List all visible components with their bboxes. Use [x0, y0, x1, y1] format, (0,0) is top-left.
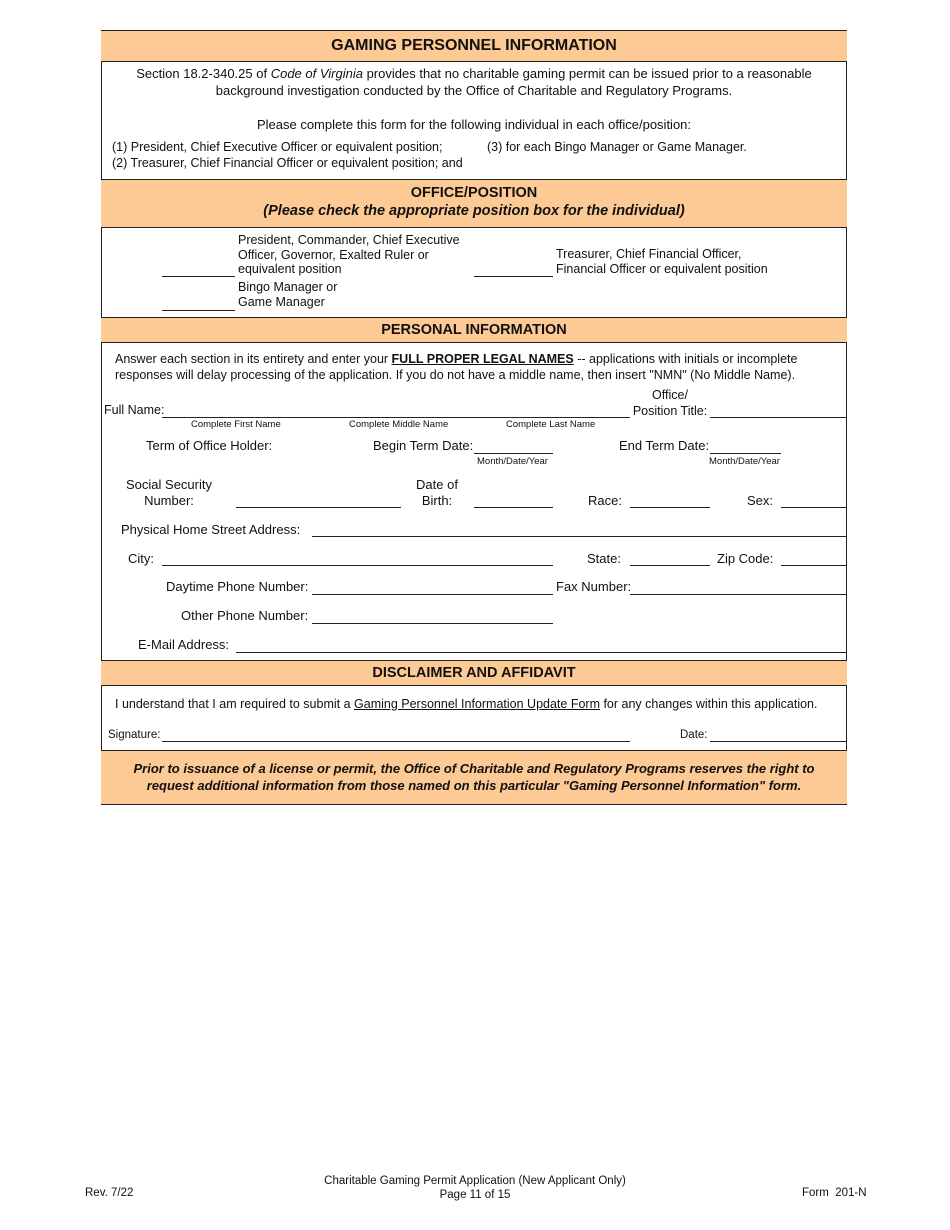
- fax-field[interactable]: [630, 594, 847, 595]
- footer-center: [275, 1174, 675, 1202]
- state-field[interactable]: [630, 565, 710, 566]
- sex-field[interactable]: [781, 507, 847, 508]
- zip-field[interactable]: [781, 565, 847, 566]
- personal-info-instructions: [115, 351, 797, 383]
- other-phone-label: Other Phone Number:: [181, 608, 309, 623]
- option-president-line-3: equivalent position: [238, 262, 342, 276]
- end-term-caption: Month/Date/Year: [709, 456, 780, 467]
- intro-item-1: (1) President, Chief Executive Officer or equivalent position;: [112, 140, 443, 154]
- race-field[interactable]: [630, 507, 710, 508]
- footer-page-number: Page 11 of 15: [439, 1189, 511, 1201]
- intro-line-1: [101, 66, 847, 81]
- position-title-label-1: Office/: [652, 388, 688, 402]
- email-label: E-Mail Address:: [138, 637, 230, 652]
- footer-application-name: Charitable Gaming Permit Application (New Applicant Only): [324, 1175, 626, 1187]
- ssn-field[interactable]: [236, 507, 401, 508]
- dob-label-1: Date of: [416, 477, 458, 492]
- other-phone-field[interactable]: [312, 623, 553, 624]
- term-label: Term of Office Holder:: [146, 438, 273, 453]
- ssn-label: [120, 477, 218, 509]
- disclaimer-title: DISCLAIMER AND AFFIDAVIT: [372, 665, 576, 681]
- intro-item-2: (2) Treasurer, Chief Financial Officer or equivalent position; and: [112, 156, 463, 170]
- address-field[interactable]: [312, 536, 847, 537]
- treasurer-check-line[interactable]: [474, 276, 553, 277]
- disclaimer-text-pre: I understand that I am required to submit a: [115, 697, 355, 711]
- intro-instruction: Please complete this form for the following individual in each office/position:: [256, 117, 692, 132]
- notice-band: [101, 750, 847, 805]
- date-label: Date:: [680, 729, 708, 741]
- position-title-label-2: Position Title:: [632, 403, 708, 418]
- instr-post: -- applications with initials or incomplete: [573, 352, 798, 366]
- page-title: GAMING PERSONNEL INFORMATION: [331, 37, 617, 54]
- ssn-label-2: Number:: [144, 493, 194, 508]
- option-bingo-line-1: Bingo Manager or: [238, 280, 338, 294]
- middle-name-caption: Complete Middle Name: [349, 419, 449, 430]
- signature-label: Signature:: [108, 729, 161, 741]
- footer-form-number: Form 201-N: [802, 1187, 867, 1199]
- bingo-check-line[interactable]: [162, 310, 235, 311]
- ssn-label-1: Social Security: [126, 477, 212, 492]
- office-position-subtitle: (Please check the appropriate position box for the individual): [263, 203, 685, 219]
- dob-label-2: Birth:: [421, 493, 453, 508]
- option-treasurer-line-1: Treasurer, Chief Financial Officer,: [556, 247, 742, 261]
- full-name-label: Full Name:: [104, 403, 165, 417]
- begin-term-label: Begin Term Date:: [373, 438, 474, 453]
- president-check-line[interactable]: [162, 276, 235, 277]
- instr-pre: Answer each section in its entirety and enter your: [115, 352, 392, 366]
- last-name-caption: Complete Last Name: [506, 419, 596, 430]
- option-treasurer-line-2: Financial Officer or equivalent position: [556, 261, 768, 276]
- race-label: Race:: [588, 493, 622, 508]
- option-president-line-2: Officer, Governor, Exalted Ruler or: [238, 247, 429, 262]
- begin-term-caption: Month/Date/Year: [477, 456, 548, 467]
- dob-field[interactable]: [474, 507, 553, 508]
- header-band: [101, 30, 847, 62]
- disclaimer-text-post: for any changes within this application.: [599, 697, 818, 711]
- end-term-field[interactable]: [710, 453, 781, 454]
- option-treasurer: [556, 247, 768, 276]
- update-form-reference: Gaming Personnel Information Update Form: [354, 697, 600, 711]
- intro-line-2: background investigation conducted by the Office of Charitable and Regulatory Programs.: [215, 83, 733, 98]
- footer-rev: Rev. 7/22: [85, 1187, 134, 1199]
- state-label: State:: [587, 551, 621, 566]
- option-president-line-1: President, Commander, Chief Executive: [238, 233, 460, 247]
- day-phone-label: Daytime Phone Number:: [166, 579, 309, 594]
- intro-line-1-rest: provides that no charitable gaming permit can be issued prior to a reasonable: [362, 66, 812, 81]
- email-field[interactable]: [236, 652, 847, 653]
- fax-label: Fax Number:: [556, 579, 632, 594]
- code-name: Code of Virginia: [270, 66, 363, 81]
- instr-line-2: responses will delay processing of the application. If you do not have a middle name, then insert "NMN" (No Middle Name).: [115, 368, 796, 382]
- office-position-band: [101, 179, 847, 228]
- option-president: [238, 233, 460, 277]
- personal-info-band: [101, 317, 847, 343]
- sex-label: Sex:: [747, 493, 774, 508]
- begin-term-field[interactable]: [474, 453, 553, 454]
- full-name-field[interactable]: [162, 417, 630, 418]
- day-phone-field[interactable]: [312, 594, 553, 595]
- position-title-field[interactable]: [710, 417, 847, 418]
- first-name-caption: Complete First Name: [191, 419, 281, 430]
- city-label: City:: [128, 551, 154, 566]
- signature-field[interactable]: [162, 741, 630, 742]
- section-ref: Section 18.2-340.25 of: [136, 66, 268, 81]
- notice-line-2: request additional information from those named on this particular "Gaming Personnel Information" form.: [146, 777, 802, 793]
- position-title-label: [632, 388, 708, 419]
- option-bingo-line-2: Game Manager: [238, 295, 325, 309]
- city-field[interactable]: [162, 565, 553, 566]
- intro-item-3: (3) for each Bingo Manager or Game Manager.: [487, 140, 747, 154]
- end-term-label: End Term Date:: [619, 438, 710, 453]
- dob-label: [407, 477, 467, 509]
- address-label: Physical Home Street Address:: [121, 522, 301, 537]
- zip-label: Zip Code:: [717, 551, 774, 566]
- date-field[interactable]: [710, 741, 847, 742]
- office-position-title: OFFICE/POSITION: [410, 185, 538, 201]
- notice-line-1: Prior to issuance of a license or permit, the Office of Charitable and Regulatory Programs reserves the right to: [133, 761, 815, 776]
- option-bingo: [238, 280, 337, 310]
- personal-info-title: PERSONAL INFORMATION: [381, 322, 567, 338]
- disclaimer-text: [115, 697, 817, 711]
- disclaimer-band: [101, 660, 847, 686]
- instr-bold: FULL PROPER LEGAL NAMES: [391, 352, 574, 366]
